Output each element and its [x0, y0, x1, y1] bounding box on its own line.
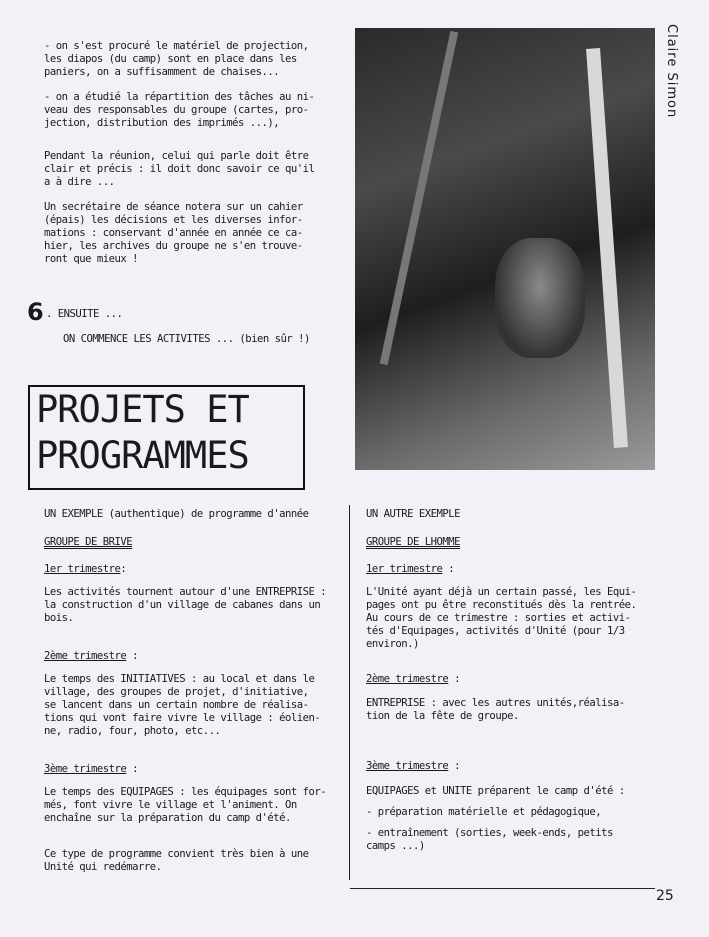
- right-t3-text: EQUIPAGES et UNITE préparent le camp d'été :: [366, 785, 625, 797]
- left-t3-label: 3ème trimestre: [44, 763, 127, 775]
- left-t3-text: Le temps des EQUIPAGES : les équipages sont for- més, font vivre le village et l'animent. On enchaîne sur la préparation du camp d'été.: [44, 786, 327, 824]
- left-t1-label: 1er trimestre: [44, 563, 121, 575]
- step-number: 6: [27, 298, 44, 326]
- right-heading: UN AUTRE EXEMPLE: [366, 508, 461, 520]
- left-group-name: GROUPE DE BRIVE: [44, 536, 133, 548]
- right-t2-label: 2ème trimestre: [366, 673, 449, 685]
- page-number: 25: [656, 888, 674, 904]
- left-t1-sep: :: [120, 563, 127, 575]
- left-conclusion: Ce type de programme convient très bien à une Unité qui redémarre.: [44, 848, 309, 873]
- left-t2-label: 2ème trimestre: [44, 650, 127, 662]
- photo-girl-under-tent: [355, 28, 655, 470]
- left-t3-sep: :: [126, 763, 139, 775]
- right-t3-item-2: - entraînement (sorties, week-ends, petits camps ...): [366, 827, 613, 852]
- right-t2-text: ENTREPRISE : avec les autres unités,réalisa- tion de la fête de groupe.: [366, 697, 625, 722]
- right-t1-text: L'Unité ayant déjà un certain passé, les Equi- pages ont pu être reconstitués dès la rentrée. Au cours de ce trimestre : sorties et activi- tés d'Equipages, activités d'Unité (pour 1/3 environ.): [366, 586, 637, 650]
- column-divider: [349, 505, 350, 880]
- intro-paragraph-3: Pendant la réunion, celui qui parle doit être clair et précis : il doit donc savoir ce qu'il a à dire ...: [44, 150, 315, 188]
- left-t2-text: Le temps des INITIATIVES : au local et dans le village, des groupes de projet, d'initiative, se lancent dans un certain nombre de réalisa- tions qui vont faire vivre le village : éolien- ne, radio, four, photo, etc...: [44, 673, 321, 737]
- footer-rule: [350, 888, 655, 889]
- photo-credit: Claire Simon: [664, 24, 679, 119]
- left-t1-text: Les activités tournent autour d'une ENTREPRISE : la construction d'un village de cabanes dans un bois.: [44, 586, 327, 624]
- right-t3-item-1: - préparation matérielle et pédagogique,: [366, 806, 602, 818]
- step-line-1: . ENSUITE ...: [46, 308, 123, 320]
- intro-paragraph-4: Un secrétaire de séance notera sur un cahier (épais) les décisions et les diverses infor- mations : conservant d'année en année ce ca- hier, les archives du groupe ne s'en trouve- ront que mieux !: [44, 201, 303, 265]
- intro-paragraph-2: - on a étudié la répartition des tâches au ni- veau des responsables du groupe (cartes, pro- jection, distribution des imprimés ...),: [44, 91, 315, 129]
- intro-paragraph-1: - on s'est procuré le matériel de projection, les diapos (du camp) sont en place dans les paniers, on a suffisamment de chaises...: [44, 40, 309, 78]
- title-line-2: PROGRAMMES: [36, 434, 249, 477]
- right-t1-label: 1er trimestre: [366, 563, 443, 575]
- right-t3-sep: :: [448, 760, 461, 772]
- right-t1-sep: :: [442, 563, 455, 575]
- right-t2-sep: :: [448, 673, 461, 685]
- left-t2-sep: :: [126, 650, 139, 662]
- section-title: [28, 385, 305, 490]
- title-line-1: PROJETS ET: [36, 388, 249, 431]
- right-t3-label: 3ème trimestre: [366, 760, 449, 772]
- step-line-2: ON COMMENCE LES ACTIVITES ... (bien sûr !): [63, 333, 310, 345]
- right-group-name: GROUPE DE LHOMME: [366, 536, 461, 548]
- left-heading: UN EXEMPLE (authentique) de programme d'année: [44, 508, 309, 520]
